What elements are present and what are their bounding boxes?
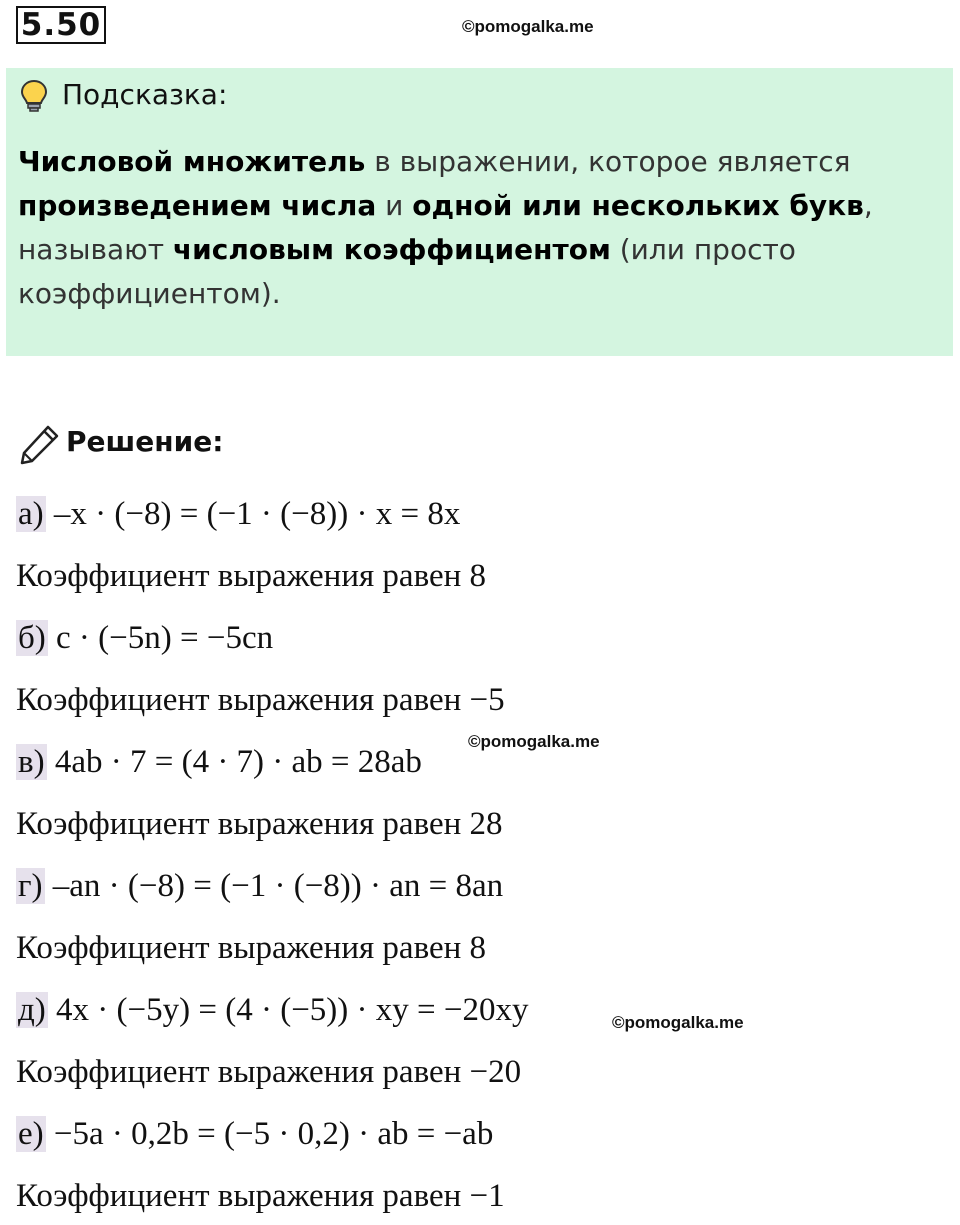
item-label-e: е) [18,1116,44,1152]
solution-expression-d [16,990,529,1030]
solution-result-d: Коэффициент выражения равен −20 [16,1054,522,1090]
hint-text-3: , называют [18,189,873,266]
solution-expression-a [16,494,460,534]
expr-e: −5a · 0,2b = (−5 · 0,2) · ab = −ab [45,1116,494,1152]
expr-b: c · (−5n) = −5cn [47,620,274,656]
item-label-a: а) [18,496,44,532]
hint-text-4: (или просто коэффициентом). [18,233,796,310]
solution-result-e: Коэффициент выражения равен −1 [16,1178,505,1214]
item-label-v: в) [18,744,45,780]
lightbulb-icon [18,78,50,114]
hint-text-1: в выражении, которое является [365,145,851,178]
solution-result-a: Коэффициент выражения равен 8 [16,558,487,594]
watermark-3: ©pomogalka.me [612,1013,744,1032]
item-label-b: б) [18,620,46,656]
pencil-icon [18,422,62,466]
hint-term-2: произведением числа [18,189,377,222]
solution-expression-e [16,1114,493,1154]
solution-expression-g [16,866,503,906]
expr-g: –an · (−8) = (−1 · (−8)) · an = 8an [44,868,504,904]
hint-text-2: и [376,189,413,222]
solution-expression-b [16,618,273,658]
item-label-g: г) [18,868,43,904]
watermark-2: ©pomogalka.me [468,732,600,751]
expr-d: 4x · (−5y) = (4 · (−5)) · xy = −20xy [47,992,529,1028]
solution-result-v: Коэффициент выражения равен 28 [16,806,503,842]
hint-text [18,140,918,316]
item-label-d: д) [18,992,46,1028]
hint-term-1: Числовой множитель [18,145,366,178]
solution-expression-v [16,742,422,782]
solution-result-g: Коэффициент выражения равен 8 [16,930,487,966]
hint-title: Подсказка: [62,78,228,111]
solution-title: Решение: [66,425,224,458]
expr-v: 4ab · 7 = (4 · 7) · ab = 28ab [46,744,422,780]
expr-a: –x · (−8) = (−1 · (−8)) · x = 8x [45,496,461,532]
task-number: 5.50 [16,6,106,44]
hint-term-4: числовым коэффициентом [172,233,611,266]
hint-term-3: одной или нескольких букв [412,189,864,222]
watermark: ©pomogalka.me [462,17,594,36]
solution-result-b: Коэффициент выражения равен −5 [16,682,505,718]
